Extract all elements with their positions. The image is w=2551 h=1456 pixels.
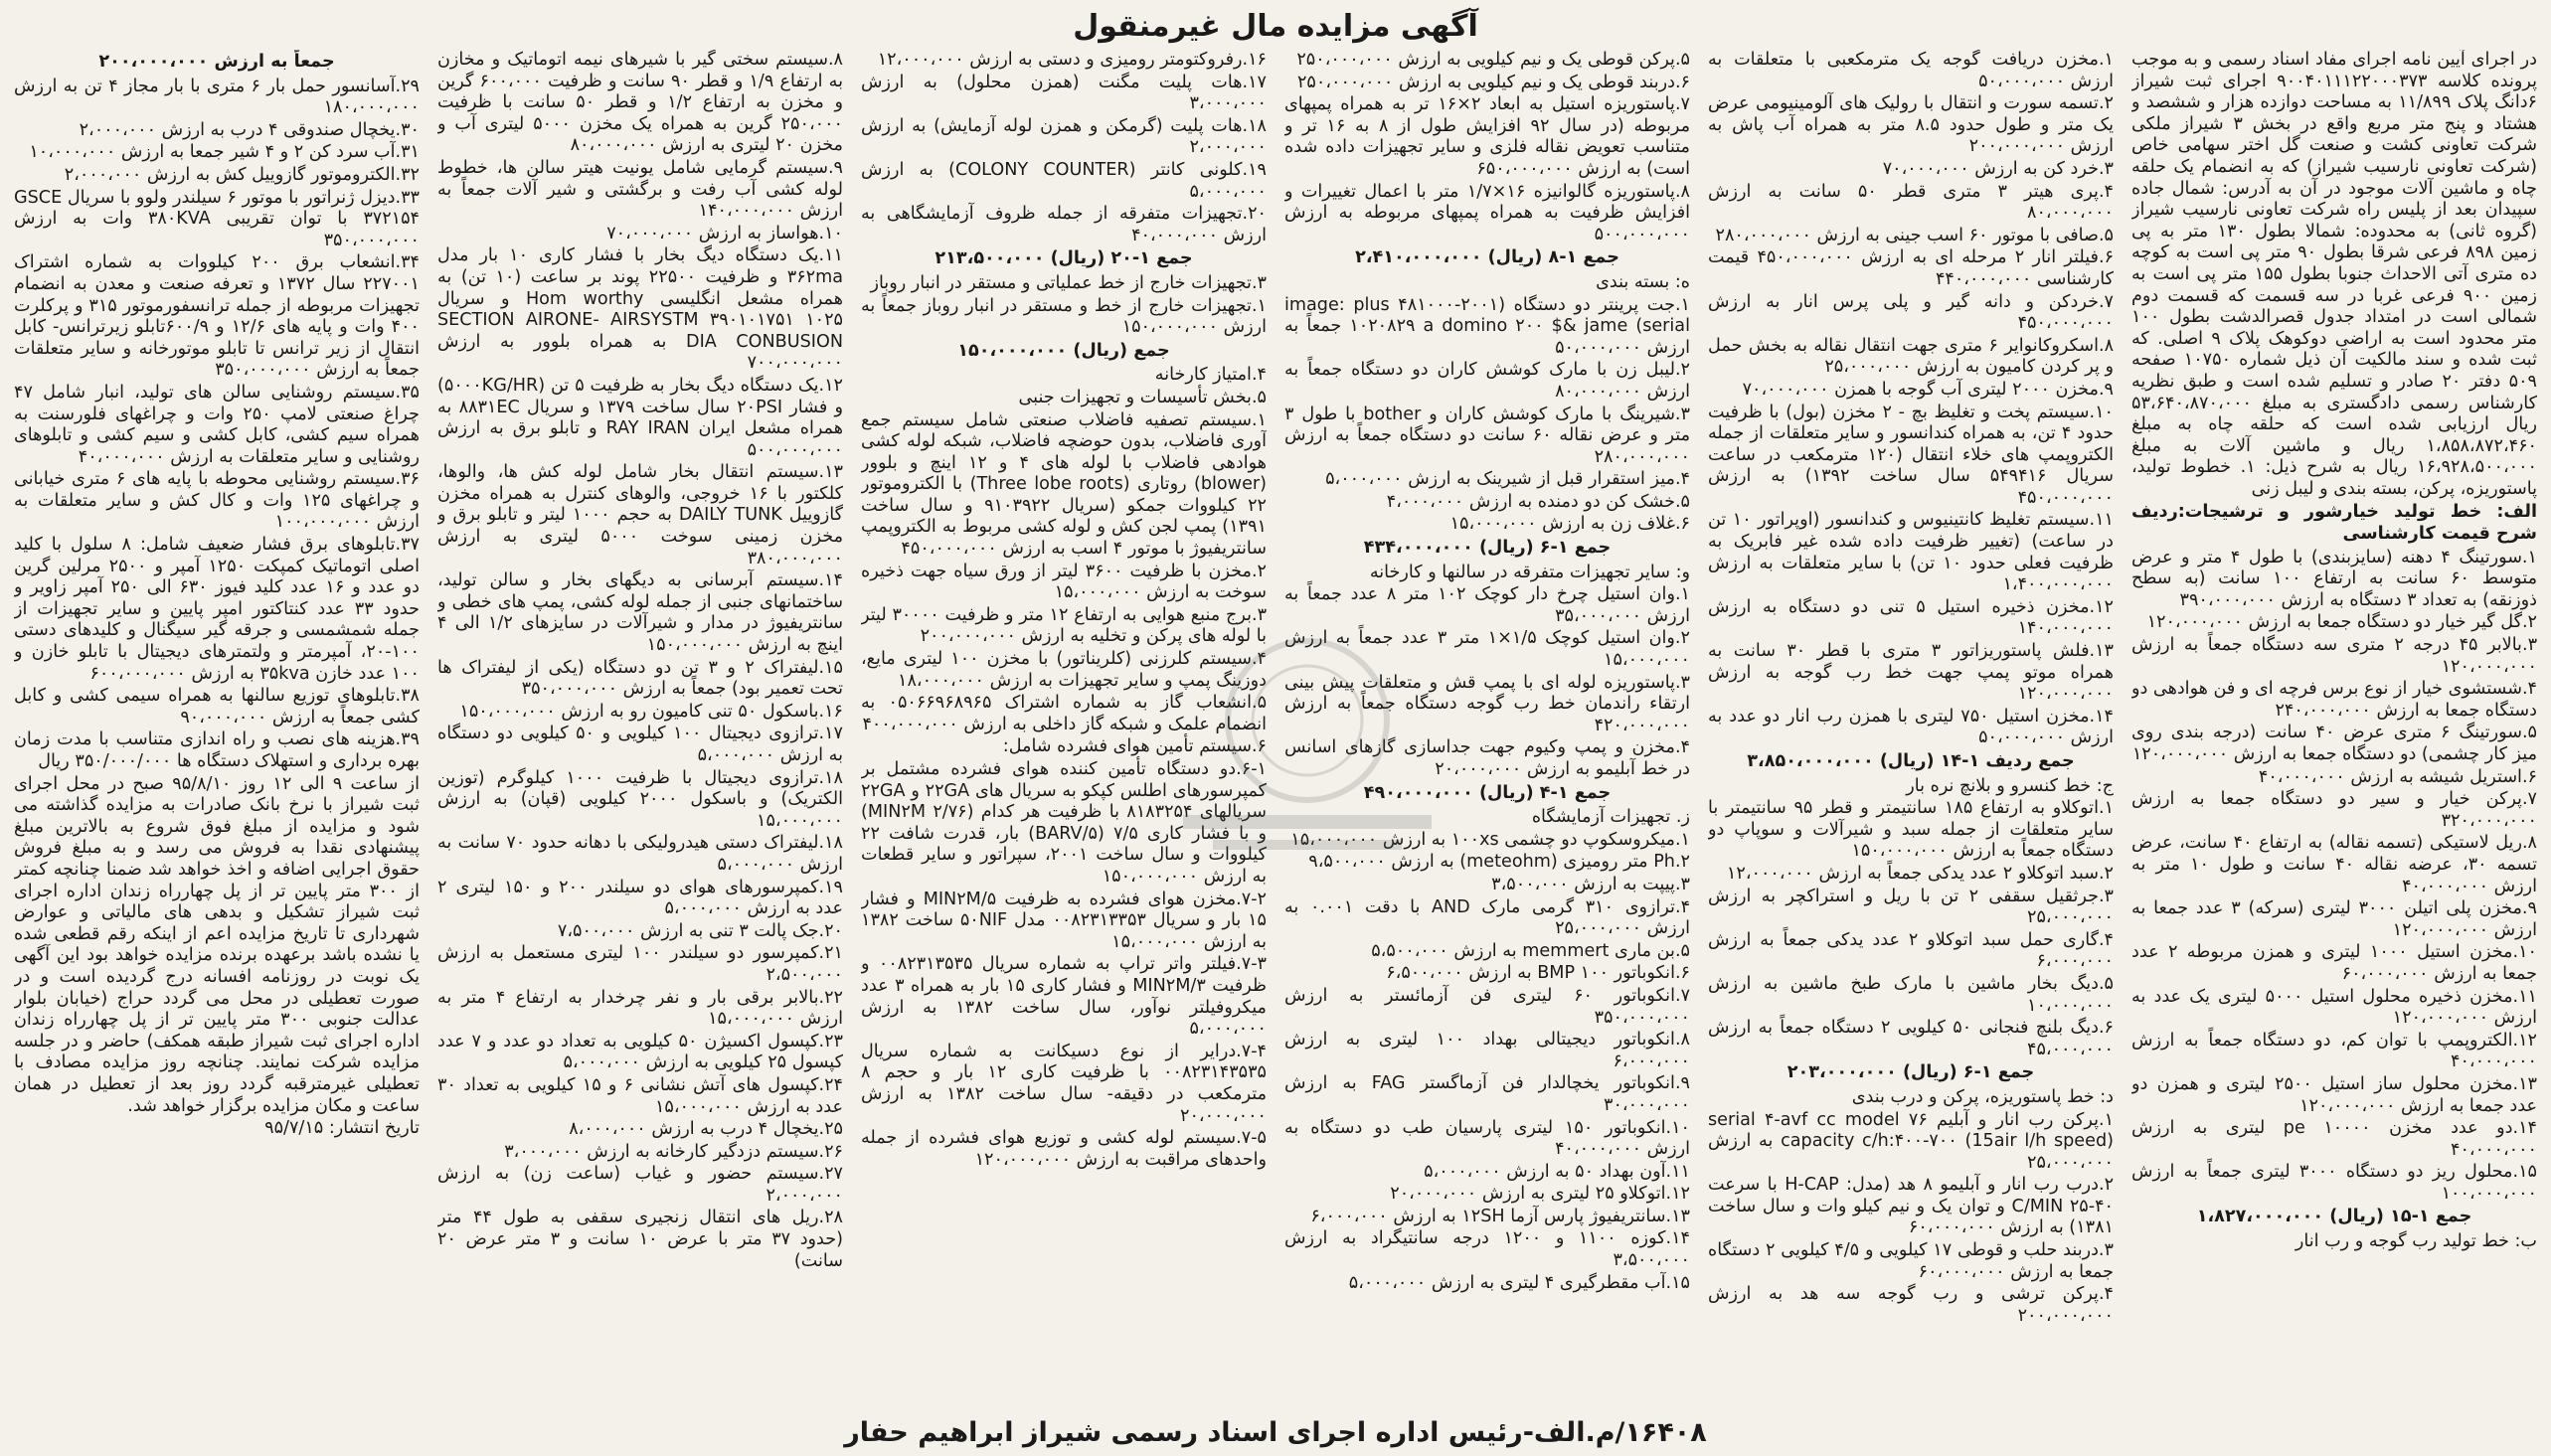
- notice-item: ۱۵.لیفتراک ۲ و ۳ تن دو دستگاه (یکی از لیفتراک ها تحت تعمیر بود) جمعاً به ارزش ۳۵۰،۰۰۰،۰۰۰: [437, 657, 843, 700]
- notice-item: ۷.پرکن خیار و سیر دو دستگاه جمعا به ارزش ۳۲۰،۰۰۰،۰۰۰: [2131, 789, 2537, 831]
- notice-item: ۳۹.هزینه های نصب و راه اندازی متناسب با مدت زمان بهره برداری و استهلاک دستگاه ها ۳۵۰/۰۰۰/۰۰۰ ریال: [14, 729, 420, 771]
- notice-item: د: خط پاستوریزه، پرکن و درب بندی: [1851, 1086, 2114, 1107]
- notice-item: ۱.میکروسکوپ دو چشمی ۱۰۰xs به ارزش ۱۵،۰۰۰،۰۰۰: [1290, 829, 1690, 850]
- notice-item: جمع ۱-۸ (ریال) ۲،۴۱۰،۰۰۰،۰۰۰: [1355, 247, 1619, 268]
- notice-item: ۲.سبد اتوکلاو ۲ عدد یدکی جمعاً به ارزش ۱۲،۰۰۰،۰۰۰: [1726, 863, 2114, 884]
- notice-item: ۵.بخش تأسیسات و تجهیزات جنبی: [1018, 387, 1267, 407]
- notice-item: ۳۵.سیستم روشنایی سالن های تولید، انبار شامل ۴۷ چراغ صنعتی لامپ ۲۵۰ وات و چراغهای فلورسنت به همراه سیم کشی، کابل کشی و سیم کشی و تابلوهای روشنایی و سایر متعلقات به ارزش ۴۰،۰۰۰،۰۰۰: [14, 382, 420, 467]
- notice-item: ۹.مخزن پلی اتیلن ۳۰۰۰ لیتری (سرکه) ۳ عدد جمعا به ارزش ۱۲۰،۰۰۰،۰۰۰: [2131, 898, 2537, 940]
- notice-item: ۱۳.فلش پاستوریزاتور ۳ متری با قطر ۳۰ سانت به همراه موتو پمپ جهت خط رب گوجه به ارزش ۱۲۰،۰۰۰،۰۰۰: [1708, 641, 2114, 705]
- notice-item: ۶-۱.دو دستگاه تأمین کننده هوای فشرده مشتمل بر کمپرسورهای اطلس کپکو به سریال های ۲۲GA و ۲۲GA سریالهای ۸۱۸۳۲۵۴ با ظرفیت هر کدام (۲/۷۶ MIN۲M) و با فشار کاری ۷/۵ (۵/BARV) بار، قدرت شافت ۲۲ کیلووات و سال ساخت ۲۰۰۱، سپراتور و سایر قطعات به ارزش ۱۵۰،۰۰۰،۰۰۰: [861, 759, 1267, 887]
- notice-item: ۸.انکوباتور دیجیتالی بهداد ۱۰۰ لیتری به ارزش ۶،۰۰۰،۰۰۰: [1284, 1030, 1690, 1071]
- notice-item: ۲.وان استیل کوچک ۱/۵×۱ متر ۳ عدد جمعاً به ارزش ۱۵،۰۰۰،۰۰۰: [1284, 628, 1690, 671]
- notice-item: ۳۳.دیزل ژنراتور با موتور ۶ سیلندر ولوو با سریال GSCE ۳۷۲۱۵۴ با توان تقریبی ۳۸۰KVA وات به ارزش ۳۵۰،۰۰۰،۰۰۰: [14, 187, 420, 250]
- notice-item: ۱۸.لیفتراک دستی هیدرولیکی با دهانه حدود ۷۰ سانت به ارزش ۵،۰۰۰،۰۰۰: [437, 833, 843, 875]
- notice-item: ۴.پرکن ترشی و رب گوجه سه هد به ارزش ۲۰۰،۰۰۰،۰۰۰: [1708, 1284, 2114, 1326]
- notice-item: ۶.دربند قوطی یک و نیم کیلویی به ارزش ۲۵۰،۰۰۰،۰۰۰: [1296, 72, 1690, 92]
- notice-item: ۷-۴.درایر از نوع دسیکانت به شماره سریال ۰۰۸۲۳۱۴۳۵۳۵ با ظرفیت کاری ۱۲ بار و حجم ۸ مترمکعب در دقیقه- سال ساخت ۱۳۸۲ به ارزش ۲۰،۰۰۰،۰۰۰: [861, 1041, 1267, 1126]
- notice-item: ۸.اسکروکانوایر ۶ متری جهت انتقال نقاله به بخش حمل و پر کردن کامیون به ارزش ۲۵،۰۰۰،۰۰۰: [1708, 335, 2114, 378]
- notice-item: ۴.شستشوی خیار از نوع برس فرچه ای و فن هوادهی دو دستگاه جمعا به ارزش ۲۴۰،۰۰۰،۰۰۰: [2131, 679, 2537, 721]
- notice-item: جمع ۱-۲۰ (ریال) ۲۱۳،۵۰۰،۰۰۰: [935, 248, 1193, 269]
- notice-item: ۶.غلاف زن به ارزش ۱۵،۰۰۰،۰۰۰: [1449, 514, 1690, 535]
- notice-item: ۱.پرکن رب انار و آبلیم ۷۶ serial ۴-avf cc model capacity c/h:۴۰۰-۷۰۰ (15air l/h speed) به ارزش ۲۵،۰۰۰،۰۰۰: [1708, 1109, 2114, 1173]
- notice-item: جمع ۱-۶ (ریال) ۴۳۴،۰۰۰،۰۰۰: [1363, 538, 1612, 559]
- notice-item: ۲۸.ریل های انتقال زنجیری سقفی به طول ۴۴ متر (حدود ۳۷ متر با عرض ۱۰ سانت و ۳ متر عرض ۲۰ سانت): [437, 1208, 843, 1271]
- notice-item: ۵.صافی با موتور ۶۰ اسب جینی به ارزش ۲۸۰،۰۰۰،۰۰۰: [1715, 225, 2114, 245]
- notice-item: ۲.تسمه سورت و انتقال با رولیک های آلومینیومی عرض یک متر و طول حدود ۸.۵ متر به همراه آب پاش به ارزش ۲۰۰،۰۰۰،۰۰۰: [1708, 93, 2114, 157]
- notice-item: ۲۰.تجهیزات متفرقه از جمله ظروف آزمایشگاهی به ارزش ۴۰،۰۰۰،۰۰۰: [861, 204, 1267, 245]
- notice-item: ۳۰.یخچال صندوقی ۴ درب به ارزش ۲،۰۰۰،۰۰۰: [79, 119, 420, 140]
- notice-item: ۸.سیستم سختی گیر با شیرهای نیمه اتوماتیک و مخازن به ارتفاع ۱/۹ و قطر ۹۰ سانت و ظرفیت ۶۰۰،۰۰۰ گرین و مخزن به ارتفاع ۱/۲ و قطر ۵۰ سانت با ظرفیت ۲۵۰،۰۰۰ گرین به همراه یک مخزن ۵۰۰۰ لیتری آب و مخزن ۲۰ لیتری به ارزش ۸۰،۰۰۰،۰۰۰: [437, 50, 843, 156]
- notice-item: ۴.گاری حمل سبد اتوکلاو ۲ عدد یدکی جمعاً به ارزش ۶،۰۰۰،۰۰۰: [1708, 929, 2114, 972]
- notice-item: ۱۷.ترازوی دیجیتال ۱۰۰ کیلویی و ۵۰ کیلویی دو دستگاه به ارزش ۵،۰۰۰،۰۰۰: [437, 724, 843, 765]
- notice-item: ۲۴.کپسول های آتش نشانی ۶ و ۱۵ کیلویی به تعداد ۳۰ عدد به ارزش ۱۵،۰۰۰،۰۰۰: [437, 1074, 843, 1117]
- column-2: [1708, 50, 2114, 1406]
- notice-item: ه: بسته بندی: [1596, 271, 1690, 292]
- notice-item: ۴.مخزن و پمپ وکیوم جهت جداسازی گازهای اسانس در خط آبلیمو به ارزش ۲۰،۰۰۰،۰۰۰: [1284, 737, 1690, 779]
- notice-item: ۲۶.سیستم دزدگیر کارخانه به ارزش ۳،۰۰۰،۰۰۰: [504, 1141, 843, 1162]
- notice-item: ۹.مخزن ۲۰۰۰ لیتری آب گوجه با همزن ۷۰،۰۰۰،۰۰۰: [1742, 379, 2114, 400]
- notice-item: ۱۰.هواساز به ارزش ۷۰،۰۰۰،۰۰۰: [606, 223, 843, 243]
- notice-item: ۵.خشک کن دو دمنده به ارزش ۴،۰۰۰،۰۰۰: [1386, 491, 1690, 512]
- notice-item: ۱۲.اتوکلاو ۲۵ لیتری به ارزش ۲۰،۰۰۰،۰۰۰: [1390, 1184, 1690, 1205]
- notice-item: تاریخ انتشار: ۹۵/۷/۱۵: [264, 1118, 420, 1139]
- notice-item: ۲.Ph متر رومیزی (meteohm) به ارزش ۹،۵۰۰،۰۰۰: [1308, 852, 1690, 873]
- notice-item: ۲۲.بالابر برقی بار و نفر چرخدار به ارتفاع ۴ متر به ارزش ۱۵،۰۰۰،۰۰۰: [437, 987, 843, 1030]
- notice-item: ۱۵.آب مقطرگیری ۴ لیتری به ارزش ۵،۰۰۰،۰۰۰: [1348, 1272, 1690, 1293]
- notice-item: ۳.دربند حلب و قوطی ۱۷ کیلویی و ۴/۵ کیلویی ۲ دستگاه جمعا به ارزش ۶۰،۰۰۰،۰۰۰: [1708, 1240, 2114, 1282]
- notice-item: ۸.ریل لاستیکی (تسمه نقاله) به ارتفاع ۴۰ سانت، عرض تسمه ۳۰، عرضه نقاله ۴۰ سانت و طول ۱۰ متر به ارزش ۴۰،۰۰۰،۰۰۰: [2131, 833, 2537, 896]
- notice-item: ۱۶.باسکول ۵۰ تنی کامیون رو به ارزش ۱۵۰،۰۰۰،۰۰۰: [459, 701, 843, 722]
- notice-item: ۶.استریل شیشه به ارزش ۴۰،۰۰۰،۰۰۰: [2258, 766, 2537, 787]
- notice-item: ۸.پاستوریزه گالوانیزه ۱۶×۱/۷ متر با اعمال تغییرات و افزایش ظرفیت به همراه پمپهای مربوطه به ارزش ۵۰۰،۰۰۰،۰۰۰: [1284, 181, 1690, 244]
- notice-item: ۱۴.مخزن استیل ۷۵۰ لیتری با همزن رب انار دو عدد به ارزش ۵۰،۰۰۰،۰۰۰: [1708, 706, 2114, 748]
- section-heading: الف: خط تولید خیارشور و ترشیجات:ردیف شرح قیمت کارشناسی: [2131, 502, 2537, 545]
- column-4: [861, 50, 1267, 1406]
- notice-item: ۷-۳.فیلتر واتر تراپ به شماره سریال ۰۰۸۲۳۱۳۵۳۵ و ظرفیت ۳/MIN۲M و فشار کاری ۱۵ بار به همراه ۳ عدد میکروفیلتر نوآور، سال ساخت ۱۳۸۲ به ارزش ۵،۰۰۰،۰۰۰: [861, 954, 1267, 1040]
- notice-item: ۱۹.کمپرسورهای هوای دو سیلندر ۲۰۰ و ۱۵۰ لیتری ۲ عدد به ارزش ۵،۰۰۰،۰۰۰: [437, 877, 843, 919]
- notice-item: ۱۹.کلونی کانتر (COLONY COUNTER) به ارزش ۵،۰۰۰،۰۰۰: [861, 159, 1267, 202]
- notice-signature-line: ۱۶۴۰۸/م.الف-رئیس اداره اجرای اسناد رسمی شیراز ابراهیم حفار: [844, 1417, 1707, 1448]
- notice-intro: در اجرای آیین نامه اجرای مفاد اسناد رسمی و به موجب پرونده کلاسه ۹۰۰۴۰۱۱۱۲۲۰۰۰۳۷۳ اجرای ثبت شیراز ۶دانگ پلاک ۱۱/۸۹۹ به مساحت دوازده هزار و ششصد و هشتاد و پنج متر مربع واقع در بخش ۳ شیراز ملکی شرکت تعاونی کشت و صنعت گل اختر سهامی خاص (شرکت تعاونی نارسیب شیراز) که به انضمام یک حلقه چاه و ماشین آلات موجود در آن به آدرس: شمال جاده سپیدان بعد از پلیس راه شرکت تعاونی نارسیب شیراز (گروه ثانی) به محدوده: شمالا بطول ۱۳۰ متر به پی زمین ۸۹۸ فرعی شرقا بطول ۹۰ متر پی است به کوچه ده متری آتی الاحداث جنوبا بطول ۱۵۵ متر پی است به زمین ۹۰۰ فرعی غربا در سه قسمت که قسمت دوم شمالی است در امتداد جدول قصرالدشت بطول ۱۰۰ متر محدود است به اراضی دوکوهک پلاک ۹ اصلی. که ثبت شده و سند مالکیت آن ذیل شماره ۱۰۷۵۰ صفحه ۵۰۹ دفتر ۲۰ صادر و تسلیم شده است و طبق نظریه کارشناس رسمی دادگستری به مبلغ ۵۳،۶۴۰،۸۷۰،۰۰۰ ریال ارزیابی شده است که حلقه چاه به مبلغ ۱،۸۵۸،۸۷۲،۴۶۰ ریال و ماشین آلات به مبلغ ۱۶،۹۲۸،۵۰۰،۰۰۰ ریال به شرح ذیل: ۱. خطوط تولید، پاستوریزه، پرکن، بسته بندی و لیبل زنی: [2131, 50, 2537, 499]
- notice-item: ۲.مخزن با ظرفیت ۳۶۰۰ لیتر از ورق سیاه جهت ذخیره سوخت به ارزش ۱۵،۰۰۰،۰۰۰: [861, 561, 1267, 603]
- notice-item: ۶.دیگ بلنچ فنجانی ۵۰ کیلویی ۲ دستگاه جمعاً به ارزش ۴۵،۰۰۰،۰۰۰: [1708, 1018, 2114, 1059]
- notice-item: ۴.ترازوی ۳۱۰ گرمی مارک AND با دقت ۰.۰۰۱ به ارزش ۲۵،۰۰۰،۰۰۰: [1284, 896, 1690, 939]
- notice-item: ۱۰.انکوباتور ۱۵۰ لیتری پارسیان طب دو دستگاه به ارزش ۴۰،۰۰۰،۰۰۰: [1284, 1117, 1690, 1160]
- column-5: [437, 50, 843, 1406]
- notice-item: ۱۱.مخزن ذخیره محلول استیل ۵۰۰۰ لیتری یک عدد به ارزش ۱۲۰،۰۰۰،۰۰۰: [2131, 986, 2537, 1029]
- notice-item: ۳۶.سیستم روشنایی محوطه با پایه های ۶ متری خیابانی و چراغهای ۱۲۵ وات و کال کش و سایر متعلقات به ارزش ۱۰۰،۰۰۰،۰۰۰: [14, 469, 420, 533]
- notice-item: ۱۴.دو عدد مخزن pe ۱۰۰۰۰ لیتری به ارزش ۴۰،۰۰۰،۰۰۰: [2131, 1118, 2537, 1160]
- notice-item: ب: خط تولید رب گوجه و رب انار: [2295, 1231, 2537, 1252]
- notice-item: ۲۷.سیستم حضور و غیاب (ساعت زن) به ارزش ۲،۰۰۰،۰۰۰: [437, 1164, 843, 1206]
- notice-item: ۷-۵.سیستم لوله کشی و توزیع هوای فشرده از جمله واحدهای مراقبت به ارزش ۱۲۰،۰۰۰،۰۰۰: [861, 1128, 1267, 1170]
- notice-item: ۵.بن ماری memmert به ارزش ۵،۵۰۰،۰۰۰: [1371, 940, 1690, 961]
- notice-item: ۳.جرثقیل سقفی ۲ تن با ریل و استراکچر به ارزش ۲۵،۰۰۰،۰۰۰: [1708, 886, 2114, 928]
- notice-item: ۳.خرد کن به ارزش ۷۰،۰۰۰،۰۰۰: [1882, 158, 2114, 179]
- notice-item: ۵.دیگ بخار ماشین با مارک طبخ ماشین به ارزش ۱۰،۰۰۰،۰۰۰: [1708, 973, 2114, 1016]
- notice-item: ۱۲.الکتروپمپ با توان کم، دو دستگاه جمعاً به ارزش ۴۰،۰۰۰،۰۰۰: [2131, 1030, 2537, 1072]
- notice-item: ۱.تجهیزات خارج از خط و مستقر در انبار روباز جمعاً به ارزش ۱۵۰،۰۰۰،۰۰۰: [861, 295, 1267, 338]
- notice-item: ۲.لیبل زن با مارک کوشش کاران دو دستگاه جمعاً به ارزش ۸۰،۰۰۰،۰۰۰: [1284, 360, 1690, 402]
- notice-item: ۳.شیرینگ با مارک کوشش کاران و bother با طول ۳ متر و عرض نقاله ۶۰ سانت دو دستگاه جمعاً به ارزش ۲۸۰،۰۰۰،۰۰۰: [1284, 404, 1690, 467]
- notice-item: ۳۷.تابلوهای برق فشار ضعیف شامل: ۸ سلول با کلید اصلی اتوماتیک کمپکت ۱۲۵۰ آمپر و ۲۵۰۰ مرلین گرین دو عدد و ۱۶ عدد کلید فیوز ۶۳۰ الی ۲۵۰ آمپر زاویر و حدود ۳۳ عدد کنتاکتور امپر پایین و سایر تجهیزات از جمله شمشمسی و جرقه گیر سیگنال و کلیدهای دستی ۱۰۰-۲۰، آمپرمتر و ولتمترهای دیجیتال با تابلو خازن و ۱۰۰ عدد خازن ۳۵kva به ارزش ۶۰۰،۰۰۰،۰۰۰: [14, 535, 420, 684]
- notice-item: ۱۴.سیستم آبرسانی به دیگهای بخار و سالن تولید، ساختمانهای جنبی از جمله لوله کشی، پمپ های خطی و سانتریفیوژ در مدار و شیرآلات در سایزهای ۱/۲ الی ۴ اینچ به ارزش ۱۵۰،۰۰۰،۰۰۰: [437, 570, 843, 656]
- notice-item: ۱۱.یک دستگاه دیگ بخار با فشار کاری ۱۰ بار مدل ۳۶۲ma و ظرفیت ۲۲۵۰۰ پوند بر ساعت (۱۰ تن) به همراه مشعل انگلیسی Hom worthy و سریال SECTION AIRONE- AIRSYSTM ۳۹۰۱۰۱۷۵۱ ۱۰۲۵ DIA CONBUSION به همراه بلوور به ارزش ۷۰۰،۰۰۰،۰۰۰: [437, 245, 843, 374]
- notice-item: ۱.سیستم تصفیه فاضلاب صنعتی شامل سیستم جمع آوری فاضلاب، بدون حوضچه فاضلاب، شبکه لوله کشی هوادهی فاضلاب با لوله های ۴ و ۱۲ اینچ و بلوور (blower) روتاری (Three lobe roots) با الکتروموتور ۲۲ کیلووات جمکو (سریال ۹۱۰۳۹۲۲ و سال ساخت ۱۳۹۱) پمپ لجن کش و لوله کشی مربوط به الکتروپمپ سانتریفیوژ با موتور ۴ اسب به ارزش ۴۵۰،۰۰۰،۰۰۰: [861, 409, 1267, 560]
- notice-item: ۳.پیپت به ارزش ۳،۵۰۰،۰۰۰: [1491, 874, 1690, 894]
- notice-item: ۵.پرکن قوطی یک و نیم کیلویی به ارزش ۲۵۰،۰۰۰،۰۰۰: [1296, 50, 1690, 70]
- notice-item: ۶.فیلتر انار ۲ مرحله ای به ارزش ۴۵۰،۰۰۰،۰۰۰ قیمت کارشناسی ۴۴۰،۰۰۰،۰۰۰: [1708, 247, 2114, 289]
- notice-item: ۱۰.سیستم پخت و تغلیظ بچ - ۲ مخزن (بول) با ظرفیت حدود ۴ تن، به همراه کندانسور و سایر متعلقات از جمله الکتروپمپ های خلاء انتقال (۱۲۰ مترمکعب در ساعت سریال ۵۴۹۴۱۶ سال ساخت ۱۳۹۲) به ارزش ۴۵۰،۰۰۰،۰۰۰: [1708, 402, 2114, 508]
- notice-item: ۱.جت پرینتر دو دستگاه (۲۰۰۱-image: plus ۴۸۱۰۰۰ serial) ۱۰۲۰۸۲۹ a domino ۲۰۰ $& jame جمعاً به ارزش ۵۰،۰۰۰،۰۰۰: [1284, 294, 1690, 358]
- notice-item: جمع ردیف ۱-۱۴ (ریال) ۳،۸۵۰،۰۰۰،۰۰۰: [1747, 751, 2075, 771]
- notice-item: ۱۲.یک دستگاه دیگ بخار به ظرفیت ۵ تن (۵۰۰۰KG/HR) و فشار ۲۰PSI سال ساخت ۱۳۷۹ و سریال ۸۸۳۱EC به همراه مشعل ایران RAY IRAN و تابلو برق به ارزش ۵۰۰،۰۰۰،۰۰۰: [437, 375, 843, 460]
- notice-item: ۱۳.سیستم انتقال بخار شامل لوله کش ها، والوها، کلکتور با ۱۶ خروجی، والوهای کنترل به همراه مخزن گازوییل DAILY TUNK به حجم ۱۰۰۰ لیتر و تابلو برق و مخزن زمینی سوخت ۵۰۰۰ لیتری به ارزش ۳۸۰،۰۰۰،۰۰۰: [437, 462, 843, 568]
- notice-item: جمعاً به ارزش ۲۰۰،۰۰۰،۰۰۰: [98, 52, 335, 72]
- notice-item: ۷.انکوباتور ۶۰ لیتری فن آزمائستر به ارزش ۳۵۰،۰۰۰،۰۰۰: [1284, 985, 1690, 1028]
- notice-item: و: سایر تجهیزات متفرقه در سالنها و کارخانه: [1369, 562, 1690, 582]
- notice-item: ۴.میز استقرار قبل از شیرینک به ارزش ۵،۰۰۰،۰۰۰: [1325, 469, 1690, 490]
- notice-item: ۷-۲.مخزن هوای فشرده به ظرفیت ۵/MIN۲M و فشار ۱۵ بار و سریال ۰۰۸۲۳۱۳۳۵۳ مدل ۵۰NIF ساخت ۱۳۸۲ به ارزش ۱۵،۰۰۰،۰۰۰: [861, 889, 1267, 952]
- notice-item: ۳.تجهیزات خارج از خط عملیاتی و مستقر در انبار روباز: [870, 272, 1267, 293]
- column-6: [14, 50, 420, 1406]
- notice-item: ۱۴.کوزه ۱۱۰۰ و ۱۲۰۰ درجه سانتیگراد به ارزش ۳،۵۰۰،۰۰۰: [1284, 1228, 1690, 1271]
- notice-item: جمع ۱-۴ (ریال) ۴۹۰،۰۰۰،۰۰۰: [1363, 782, 1612, 803]
- notice-item: ۱۳.مخزن محلول ساز استیل ۲۵۰۰ لیتری و همزن دو عدد جمعا به ارزش ۱۲۰،۰۰۰،۰۰۰: [2131, 1073, 2537, 1116]
- notice-item: ۳۲.الکتروموتور گازوییل کش به ارزش ۲،۰۰۰،۰۰۰: [64, 164, 420, 185]
- notice-item: ۵.سورتینگ ۶ متری عرض ۴۰ سانت (درجه بندی روی میز کار چشمی) دو دستگاه جمعا به ارزش ۱۲۰،۰۰۰،۰۰۰: [2131, 723, 2537, 764]
- notice-item: ۹.انکوباتور یخچالدار فن آزماگستر FAG به ارزش ۳۰،۰۰۰،۰۰۰: [1284, 1073, 1690, 1115]
- notice-title: آگهی مزایده مال غیرمنقول: [1073, 9, 1478, 44]
- notice-item: از ساعت ۹ الی ۱۲ روز ۹۵/۸/۱۰ صبح در محل اجرای ثبت شیراز با نرخ بانک صادرات به مزایده گذاشته می شود و مزایده از مبلغ فوق شروع به بالاترین مبلغ پیشنهادی نقدا به فروش می رسد و به مبلغ فروش حقوق اجرایی اضافه و اخذ خواهد شد ضمنا چنانچه کمتر از ۳۰۰ متر پایین تر از پل چهارراه زندان اداره اجرای ثبت شیراز تشکیل و بدهی های مالیاتی و عوارض شهرداری تا تاریخ مزایده اعم از اینکه رقم قطعی شده یا نشده باشد برعهده برنده مزایده خواهد بود این آگهی یک نوبت در روزنامه افسانه درج گردیده است و در صورت تعطیلی در محل می گردد حراج (خیابان بلوار عدالت جنوبی ۳۰۰ متر پایین تر از پل چهارراه زندان اداره اجرای ثبت شیراز طبقه همکف) حاضر و در جلسه مزایده شرکت نمایند. چنانچه روز مزایده مصادف با تعطیلی غیرمترقبه گردد روز بعد از تعطیل در همان ساعت و مکان مزایده برگزار خواهد شد.: [14, 773, 420, 1116]
- notice-item: ۱۵.محلول ریز دو دستگاه ۳۰۰۰ لیتری جمعاً به ارزش ۱۰۰،۰۰۰،۰۰۰: [2131, 1162, 2537, 1204]
- notice-item: ۱۱.سیستم تغلیظ کانتینیوس و کندانسور (اوپراتور ۱۰ تن در ساعت) (تغییر ظرفیت داده شده غیر فابریک به ظرفیت فعلی حدود ۱۰ تن) با سایر متعلقات به ارزش ۱،۴۰۰،۰۰۰،۰۰۰: [1708, 510, 2114, 595]
- notice-item: ۲۱.کمپرسور دو سیلندر ۱۰۰ لیتری مستعمل به ارزش ۲،۵۰۰،۰۰۰: [437, 943, 843, 985]
- notice-item: ۱.سورتینگ ۴ دهنه (سایزبندی) با طول ۴ متر و عرض متوسط ۶۰ سانت به ارتفاع ۱۰۰ سانت (به سطح ذوزنقه) به تعداد ۳ دستگاه به ارزش ۳۹۰،۰۰۰،۰۰۰: [2131, 547, 2537, 610]
- column-1: [2131, 50, 2537, 1406]
- notice-item: ۱۰.مخزن استیل ۱۰۰۰ لیتری و همزن مربوطه ۲ عدد جمعا به ارزش ۶۰،۰۰۰،۰۰۰: [2131, 942, 2537, 984]
- notice-item: ۴.امتیاز کارخانه: [1154, 365, 1267, 386]
- notice-item: ۷.پاستوریزه استیل به ابعاد ۲×۱۶ تر به همراه پمپهای مربوطه (در سال ۹۲ افزایش طول از ۸ به ۱۶ تر و متناسب تعویض نقاله فلزی و سایر تجهیزات داده شده است) به ارزش ۶۵۰،۰۰۰،۰۰۰: [1284, 94, 1690, 179]
- notice-item: جمع ۱-۱۵ (ریال) ۱،۸۲۷،۰۰۰،۰۰۰: [2196, 1207, 2472, 1227]
- notice-item: ۴.سیستم کلرزنی (کلریناتور) با مخزن ۱۰۰ لیتری مایع، دوزینگ پمپ و سایر تجهیزات به ارزش ۱۸،۰۰۰،۰۰۰: [861, 649, 1267, 691]
- notice-item: ۱.مخزن دریافت گوجه یک مترمکعبی با متعلقات به ارزش ۵۰،۰۰۰،۰۰۰: [1708, 50, 2114, 91]
- notice-item: ۹.سیستم گرمایی شامل یونیت هیتر سالن ها، خطوط لوله کشی آب رفت و برگشتی و شیر آلات جمعاً به ارزش ۱۴۰،۰۰۰،۰۰۰: [437, 157, 843, 222]
- notice-item: ۱۲.مخزن ذخیره استیل ۵ تنی دو دستگاه به ارزش ۱۴۰،۰۰۰،۰۰۰: [1708, 596, 2114, 639]
- notice-item: ۲.درب رب انار و آبلیمو ۸ هد (مدل: H-CAP با سرعت C/MIN ۲۵-۴۰ و توان یک و نیم کیلو وات و سال ساخت ۱۳۸۱) به ارزش ۶۰،۰۰۰،۰۰۰: [1708, 1175, 2114, 1238]
- notice-item: ج: خط کنسرو و بلانچ نره بار: [1906, 775, 2114, 796]
- notice-item: ۱.وان استیل چرخ دار کوچک ۱۰۲ متر ۸ عدد جمعاً به ارزش ۳۵،۰۰۰،۰۰۰: [1284, 584, 1690, 626]
- notice-item: ۱۸.ترازوی دیجیتال با ظرفیت ۱۰۰۰ کیلوگرم (توزین الکتریک) و باسکول ۲۰۰۰ کیلویی (قپان) به ارزش ۱۵،۰۰۰،۰۰۰: [437, 767, 843, 831]
- notice-item: ۲۵.یخچال ۴ درب به ارزش ۸،۰۰۰،۰۰۰: [569, 1119, 843, 1140]
- notice-item: ۱.اتوکلاو به ارتفاع ۱۸۵ سانتیمتر و قطر ۹۵ سانتیمتر با سایر متعلقات از جمله سبد و شیرآلات و سوپاپ دو دستگاه جمعاً به ارزش ۱۵۰،۰۰۰،۰۰۰: [1708, 798, 2114, 862]
- notice-columns: [14, 50, 2537, 1406]
- notice-item: جمع (ریال) ۱۵۰،۰۰۰،۰۰۰: [957, 340, 1170, 361]
- notice-item: جمع ۱-۶ (ریال) ۲۰۳،۰۰۰،۰۰۰: [1786, 1062, 2035, 1083]
- notice-item: ۷.خردکن و دانه گیر و پلی پرس انار به ارزش ۴۵۰،۰۰۰،۰۰۰: [1708, 291, 2114, 334]
- notice-item: ۲.گل گیر خیار دو دستگاه جمعا به ارزش ۱۲۰،۰۰۰،۰۰۰: [2146, 612, 2537, 633]
- notice-item: ۱۸.هات پلیت (گرمکن و همزن لوله آزمایش) به ارزش ۲،۰۰۰،۰۰۰: [861, 115, 1267, 158]
- notice-item: ۳.بالابر ۴۵ درجه ۲ متری سه دستگاه جمعاً به ارزش ۱۲۰،۰۰۰،۰۰۰: [2131, 635, 2537, 677]
- notice-item: ۳.پاستوریزه لوله ای با پمپ قش و متعلقات پیش بینی ارتقاء راندمان خط رب گوجه دستگاه جمعاً به ارزش ۴۲۰،۰۰۰،۰۰۰: [1284, 672, 1690, 735]
- notice-item: ۳۴.انشعاب برق ۲۰۰ کیلووات به شماره اشتراک ۲۲۷۰۰۱ سال ۱۳۷۲ و تعرفه صنعت و معدن به انضمام تجهیزات مربوطه از جمله ترانسفورموتور ۳۱۵ و پرکلرت ۴۰۰ وات و پایه های ۱۲/۶ و ۶۰۰/۹تابلو زیرترانس- کابل انتقال از زیر ترانس تا تابلو موتورخانه و سایر متعلقات جمعاً به ارزش ۳۵۰،۰۰۰،۰۰۰: [14, 252, 420, 381]
- notice-item: ۶.انکوباتور BMP ۱۰۰ به ارزش ۶،۵۰۰،۰۰۰: [1386, 963, 1690, 984]
- notice-item: ز. تجهیزات آزمایشگاه: [1531, 807, 1690, 828]
- notice-item: ۱۷.هات پلیت مگنت (همزن محلول) به ارزش ۳،۰۰۰،۰۰۰: [861, 72, 1267, 114]
- column-3: [1284, 50, 1690, 1406]
- notice-item: ۳.برج منبع هوایی به ارتفاع ۱۲ متر و ظرفیت ۳۰۰۰۰ لیتر با لوله های پرکن و تخلیه به ارزش ۲۰۰،۰۰۰،۰۰۰: [861, 604, 1267, 647]
- notice-item: ۳۸.تابلوهای توزیع سالنها به همراه سیمی کشی و کابل کشی جمعاً به ارزش ۹۰،۰۰۰،۰۰۰: [14, 686, 420, 728]
- notice-item: ۶.سیستم تأمین هوای فشرده شامل:: [1002, 736, 1267, 757]
- notice-item: ۳۱.آب سرد کن ۲ و ۴ شیر جمعا به ارزش ۱۰،۰۰۰،۰۰۰: [29, 142, 420, 163]
- notice-item: ۱۳.سانتریفیوژ پارس آزما ۱۲SH به ارزش ۶،۰۰۰،۰۰۰: [1310, 1206, 1690, 1226]
- notice-item: ۲۰.جک پالت ۳ تنی به ارزش ۷،۵۰۰،۰۰۰: [557, 920, 843, 941]
- notice-item: ۱۶.رفروکتومتر رومیزی و دستی به ارزش ۱۲،۰۰۰،۰۰۰: [877, 50, 1267, 70]
- notice-item: ۵.انشعاب گاز به شماره اشتراک ۰۵۰۶۶۹۶۸۹۶۵ به انضمام علمک و شبکه گاز داخلی به ارزش ۴۰۰،۰۰۰،۰۰۰: [861, 693, 1267, 734]
- notice-item: ۴.پری هیتر ۳ متری قطر ۵۰ سانت به ارزش ۸۰،۰۰۰،۰۰۰: [1708, 181, 2114, 224]
- notice-item: ۲۹.آسانسور حمل بار ۶ متری با بار مجاز ۴ تن به ارزش ۱۸۰،۰۰۰،۰۰۰: [14, 76, 420, 118]
- notice-item: ۱۱.آون بهداد ۵۰ به ارزش ۵،۰۰۰،۰۰۰: [1424, 1161, 1690, 1182]
- notice-item: ۲۳.کپسول اکسیژن ۵۰ کیلویی به تعداد دو عدد و ۷ عدد کپسول ۲۵ کیلویی به ارزش ۵،۰۰۰،۰۰۰: [437, 1031, 843, 1073]
